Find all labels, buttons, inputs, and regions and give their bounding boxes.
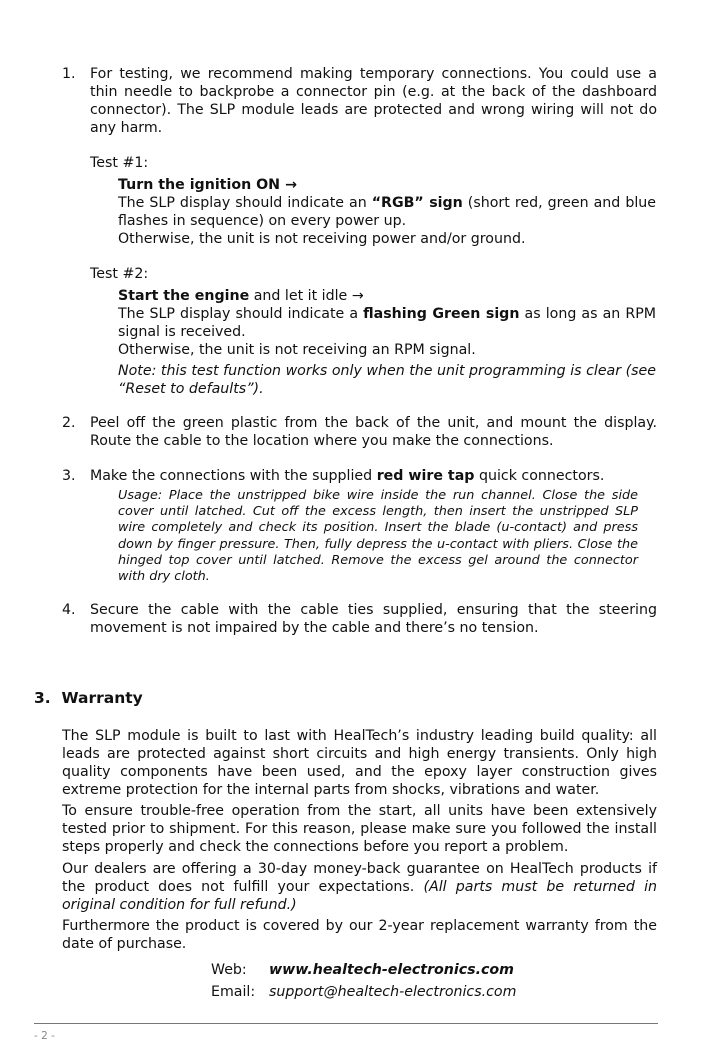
red-wire-tap-text: red wire tap xyxy=(376,468,475,484)
warranty-paragraph-2: To ensure trouble-free operation from the start, all units have been extensively tested prior to shipment. For this reason, please make sure you followed the install steps properly and check the connections before you report a problem. xyxy=(62,803,657,855)
item-3-text-b: quick connectors. xyxy=(474,468,605,484)
test-1-line-1a: The SLP display should indicate an xyxy=(118,195,372,211)
list-item-1 xyxy=(62,65,657,137)
flashing-green-text: flashing Green sign xyxy=(363,306,520,322)
test-2-action: Start the engine xyxy=(118,288,250,304)
list-item-2 xyxy=(62,414,657,450)
list-number: 4. xyxy=(62,602,76,618)
contact-email-row xyxy=(211,983,516,1001)
test-2-block xyxy=(118,287,656,398)
warranty-paragraph-4: Furthermore the product is covered by our 2-year replacement warranty from the date of purchase. xyxy=(62,918,657,952)
list-item-3 xyxy=(62,467,657,485)
warranty-paragraph-1: The SLP module is built to last with HealTech’s industry leading build quality: all leads are protected against short circuits and high energy transients. Only high quality components have been used, and the epoxy layer construction gives extreme protection for the internal parts from shocks, vibrations and water. xyxy=(62,728,657,798)
section-title-warranty: 3. Warranty xyxy=(34,689,143,707)
email-label: Email: xyxy=(211,984,256,1000)
test-2-note: Note: this test function works only when the unit programming is clear (see “Reset to defaults”). xyxy=(118,363,656,397)
test-1-line-1b: (short red, green and blue flashes in sequence) on every power up. xyxy=(118,195,656,229)
usage-note: Usage: Place the unstripped bike wire inside the run channel. Close the side cover until latched. Cut off the excess length, then insert the unstripped SLP wire completely and check its position. Insert the blade (u-contact) and press down by finger pressure. Then, fully depress the u-contact with pliers. Close the hinged top cover until latched. Remove the excess gel around the connector with dry cloth. xyxy=(118,488,638,585)
warranty-p3-text: Our dealers are offering a 30-day money-back guarantee on HealTech products if the product does not fulfill your expectations. xyxy=(62,861,657,895)
list-item-text: For testing, we recommend making temporary connections. You could use a thin needle to backprobe a connector pin (e.g. at the back of the dashboard connector). The SLP module leads are protected and wrong wiring will not do any harm. xyxy=(90,66,657,136)
test-1-block xyxy=(118,176,656,248)
test-1-action: Turn the ignition ON → xyxy=(118,177,297,193)
rgb-sign-text: “RGB” sign xyxy=(371,195,463,211)
test-1-label: Test #1: xyxy=(90,155,149,171)
test-1-line-2: Otherwise, the unit is not receiving power and/or ground. xyxy=(118,231,526,247)
list-item-text: Secure the cable with the cable ties supplied, ensuring that the steering movement is not impaired by the cable and there’s no tension. xyxy=(90,602,657,636)
web-link[interactable]: www.healtech-electronics.com xyxy=(269,962,514,978)
test-2-line-1a: The SLP display should indicate a xyxy=(118,306,364,322)
list-item-4 xyxy=(62,601,657,637)
test-2-action-rest: and let it idle → xyxy=(249,288,364,304)
footer-divider xyxy=(34,1023,658,1024)
warranty-p3-italic: (All parts must be returned in original condition for full refund.) xyxy=(62,879,657,913)
email-link[interactable]: support@healtech-electronics.com xyxy=(269,984,517,1000)
contact-web-row xyxy=(211,961,514,979)
test-2-line-2: Otherwise, the unit is not receiving an RPM signal. xyxy=(118,342,476,358)
list-item-text xyxy=(90,467,657,485)
list-number: 2. xyxy=(62,415,76,431)
test-2-line-1b: as long as an RPM signal is received. xyxy=(118,306,657,340)
page-number: - 2 - xyxy=(34,1030,55,1042)
list-item-text: Peel off the green plastic from the back of the unit, and mount the display. Route the cable to the location where you make the connections. xyxy=(90,415,657,449)
web-label: Web: xyxy=(211,962,247,978)
warranty-paragraph-3 xyxy=(62,860,657,914)
test-2-label: Test #2: xyxy=(90,266,149,282)
list-number: 3. xyxy=(62,468,76,484)
list-number: 1. xyxy=(62,66,76,82)
item-3-text-a: Make the connections with the supplied xyxy=(90,468,377,484)
